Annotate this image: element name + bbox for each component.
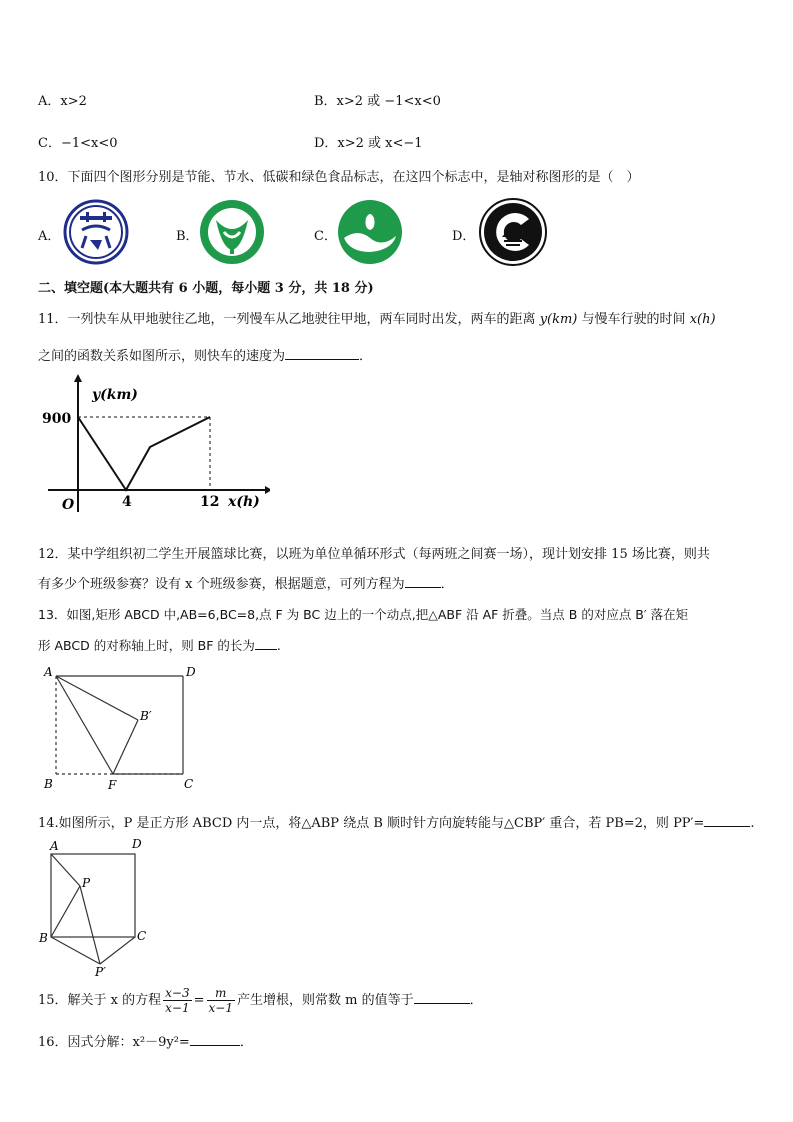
section-heading: 二、填空题(本大题共有 6 小题，每小题 3 分，共 18 分) [38, 281, 374, 296]
origin-label: O [62, 497, 75, 513]
q15-den2: x−1 [208, 1001, 233, 1015]
q10-label-d: D． [452, 229, 476, 244]
low-carbon-logo [336, 198, 404, 266]
fig14-label-pprime: P′ [95, 965, 106, 978]
q13-end: . [276, 638, 281, 653]
q15-fraction-left [163, 986, 191, 1015]
green-food-logo [478, 197, 548, 267]
y-axis-arrow [74, 374, 82, 382]
q9-option-c: C．−1<x<0 [38, 136, 118, 151]
q9-option-a: A．x>2 [38, 94, 87, 109]
q9-option-b: B．x>2 或 −1<x<0 [314, 94, 441, 109]
fig13-label-f: F [108, 778, 117, 792]
fig14-label-a: A [50, 839, 59, 853]
q10-stem: 10．下面四个图形分别是节能、节水、低碳和绿色食品标志，在这四个标志中，是轴对称图形的是（ ） [38, 170, 640, 185]
fig14-label-d: D [132, 838, 142, 851]
fig14-label-p: P [82, 876, 91, 890]
q15-end: ． [469, 993, 483, 1008]
q15-post: 产生增根，则常数 m 的值等于 [236, 993, 414, 1008]
fig14-label-c: C [137, 929, 147, 943]
q12-end: ． [440, 577, 454, 592]
q15-pre: 15．解关于 x 的方程 [38, 993, 162, 1008]
q14-end: . [750, 816, 755, 831]
fig14-label-b: B [39, 931, 48, 945]
fig13-label-d: D [186, 665, 196, 679]
q11-y-symbol: y(km) [539, 312, 578, 327]
q12-line2 [38, 573, 454, 592]
q13-line1: 13．如图,矩形 ABCD 中,AB=6,BC=8,点 F 为 BC 边上的一个动点,把△ABF 沿 AF 折叠。当点 B 的对应点 B′ 落在矩 [38, 607, 689, 622]
x-tick-4: 4 [122, 494, 132, 510]
fig13-label-a: A [44, 665, 53, 679]
q15-den1: x−1 [165, 1001, 190, 1015]
q13-answer-blank[interactable] [255, 637, 277, 650]
q15-num2: m [207, 986, 235, 1001]
q16-end: ． [239, 1035, 253, 1050]
q15-equals: = [193, 993, 205, 1008]
q12-line1: 12．某中学组织初二学生开展篮球比赛，以班为单位单循环形式（每两班之间赛一场），现计划安排 15 场比赛，则共 [38, 547, 710, 562]
q15-num1: x−3 [165, 986, 190, 1000]
fig13-label-b: B [44, 777, 53, 791]
fig13-label-bprime: B′ [140, 709, 152, 723]
x-tick-12: 12 [200, 494, 220, 510]
q11-text-c: 之间的函数关系如图所示，则快车的速度为 [38, 349, 286, 364]
q13-line2 [38, 636, 281, 654]
q10-label-a: A． [38, 229, 61, 244]
water-saving-logo [198, 198, 266, 266]
x-axis-arrow [265, 486, 270, 494]
q16-line [38, 1031, 253, 1050]
q14-line [38, 812, 755, 831]
distance-time-graph [40, 372, 270, 527]
q12-answer-blank[interactable] [405, 575, 441, 588]
q11-end: ． [359, 349, 373, 364]
x-axis-label: x(h) [228, 494, 260, 510]
q15-fraction-right [207, 986, 235, 1015]
q13-text: 形 ABCD 的对称轴上时，则 BF 的长为 [38, 638, 255, 653]
q11-answer-blank[interactable] [285, 347, 359, 360]
y-tick-900: 900 [42, 411, 72, 427]
rectangle-fold-figure [38, 662, 208, 797]
q10-label-b: B． [176, 229, 199, 244]
q16-answer-blank[interactable] [190, 1033, 240, 1046]
function-line [78, 417, 210, 490]
q15-line [38, 986, 483, 1015]
q11-text-a: 11．一列快车从甲地驶往乙地，一列慢车从乙地驶往甲地，两车同时出发，两车的距离 [38, 312, 536, 327]
q11-line2 [38, 345, 372, 364]
q15-answer-blank[interactable] [414, 991, 470, 1004]
q12-text: 有多少个班级参赛？设有 x 个班级参赛，根据题意，可列方程为 [38, 577, 405, 592]
y-axis-label: y(km) [92, 387, 138, 403]
q10-label-c: C． [314, 229, 337, 244]
fig13-label-c: C [184, 777, 194, 791]
square-rotation-figure [38, 838, 158, 978]
q16-text: 16．因式分解：x²－9y²= [38, 1035, 190, 1050]
q11-line1 [38, 308, 716, 327]
energy-saving-logo [62, 198, 130, 266]
q11-text-b: 与慢车行驶的时间 [581, 312, 686, 327]
q14-answer-blank[interactable] [704, 814, 750, 827]
q14-text: 14.如图所示，P 是正方形 ABCD 内一点，将△ABP 绕点 B 顺时针方向旋转能与△CBP′ 重合，若 PB=2，则 PP′= [38, 816, 705, 831]
q11-x-symbol: x(h) [689, 312, 716, 327]
q9-option-d: D．x>2 或 x<−1 [314, 136, 423, 151]
